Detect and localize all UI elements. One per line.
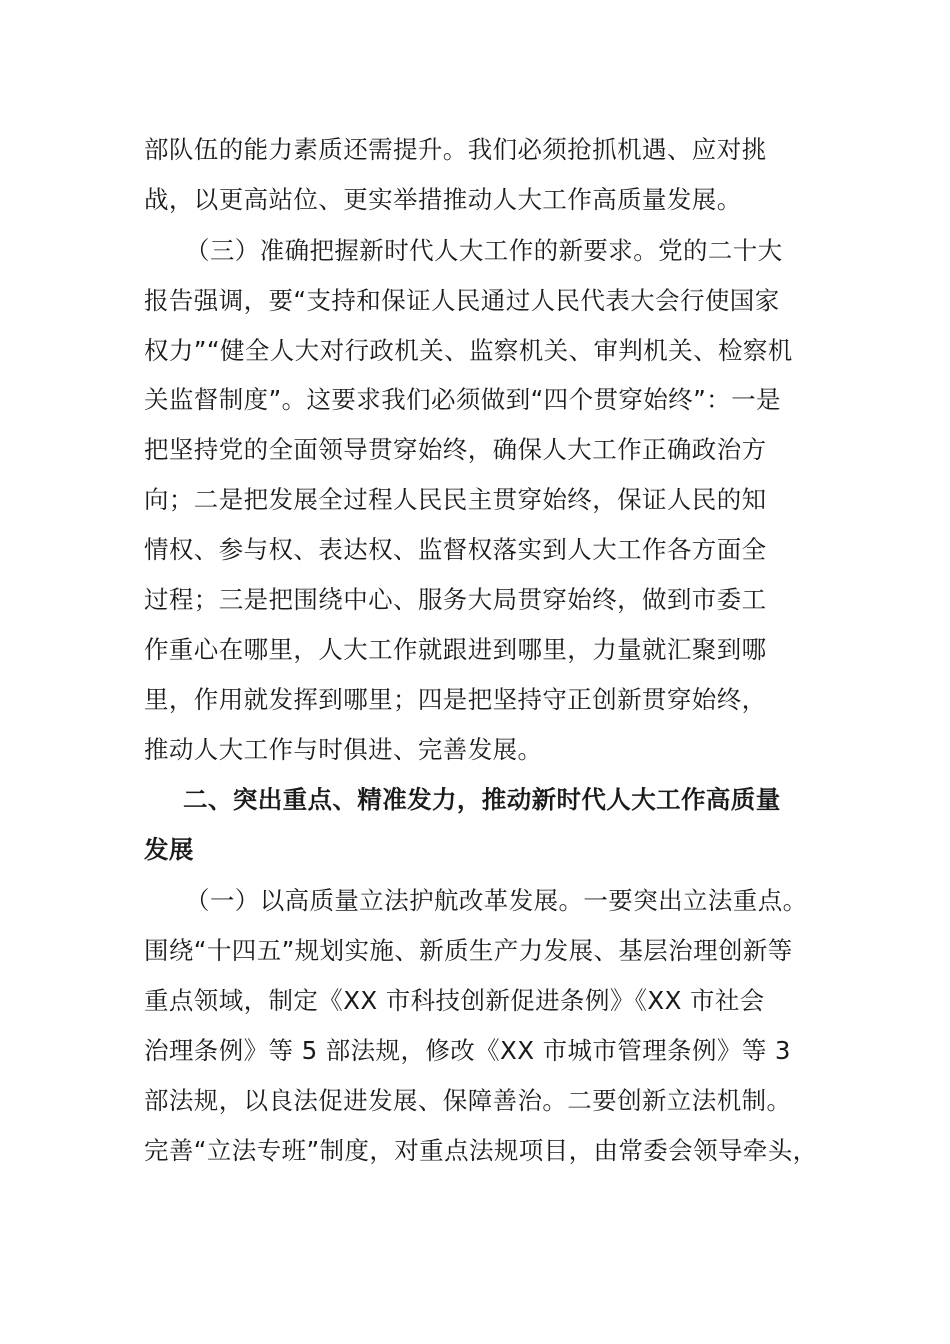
body-line: 作重心在哪里，人大工作就跟进到哪里，力量就汇聚到哪 [144,635,767,664]
body-line: 向；二是把发展全过程人民民主贯穿始终，保证人民的知 [144,485,767,514]
body-line: 过程；三是把围绕中心、服务大局贯穿始终，做到市委工 [144,585,767,614]
section-heading-continued: 发展 [144,835,194,864]
body-line: 里，作用就发挥到哪里；四是把坚持守正创新贯穿始终， [144,685,767,714]
body-line: 围绕“十四五”规划实施、新质生产力发展、基层治理创新等 [144,936,793,965]
body-line: 完善“立法专班”制度，对重点法规项目，由常委会领导牵头， [144,1136,818,1165]
body-line: 部法规，以良法促进发展、保障善治。二要创新立法机制。 [144,1086,792,1115]
body-line: 权力”“健全人大对行政机关、监察机关、审判机关、检察机 [144,336,793,365]
section-heading: 二、突出重点、精准发力，推动新时代人大工作高质量 [183,785,781,814]
body-line: 推动人大工作与时俱进、完善发展。 [144,735,543,764]
body-line: 把坚持党的全面领导贯穿始终，确保人大工作正确政治方 [144,435,767,464]
body-line: 情权、参与权、表达权、监督权落实到人大工作各方面全 [144,535,767,564]
subheading-line: （一）以高质量立法护航改革发展。一要突出立法重点。 [185,886,808,915]
body-line: 战，以更高站位、更实举措推动人大工作高质量发展。 [144,185,742,214]
body-line: 关监督制度”。这要求我们必须做到“四个贯穿始终”：一是 [144,385,781,414]
body-line: 重点领域，制定《XX 市科技创新促进条例》《XX 市社会 [144,986,765,1015]
subheading-line: （三）准确把握新时代人大工作的新要求。党的二十大 [185,236,783,265]
body-line: 报告强调，要“支持和保证人民通过人民代表大会行使国家 [144,286,780,315]
body-line: 治理条例》等 5 部法规，修改《XX 市城市管理条例》等 3 [144,1036,791,1065]
body-line: 部队伍的能力素质还需提升。我们必须抢抓机遇、应对挑 [144,135,767,164]
